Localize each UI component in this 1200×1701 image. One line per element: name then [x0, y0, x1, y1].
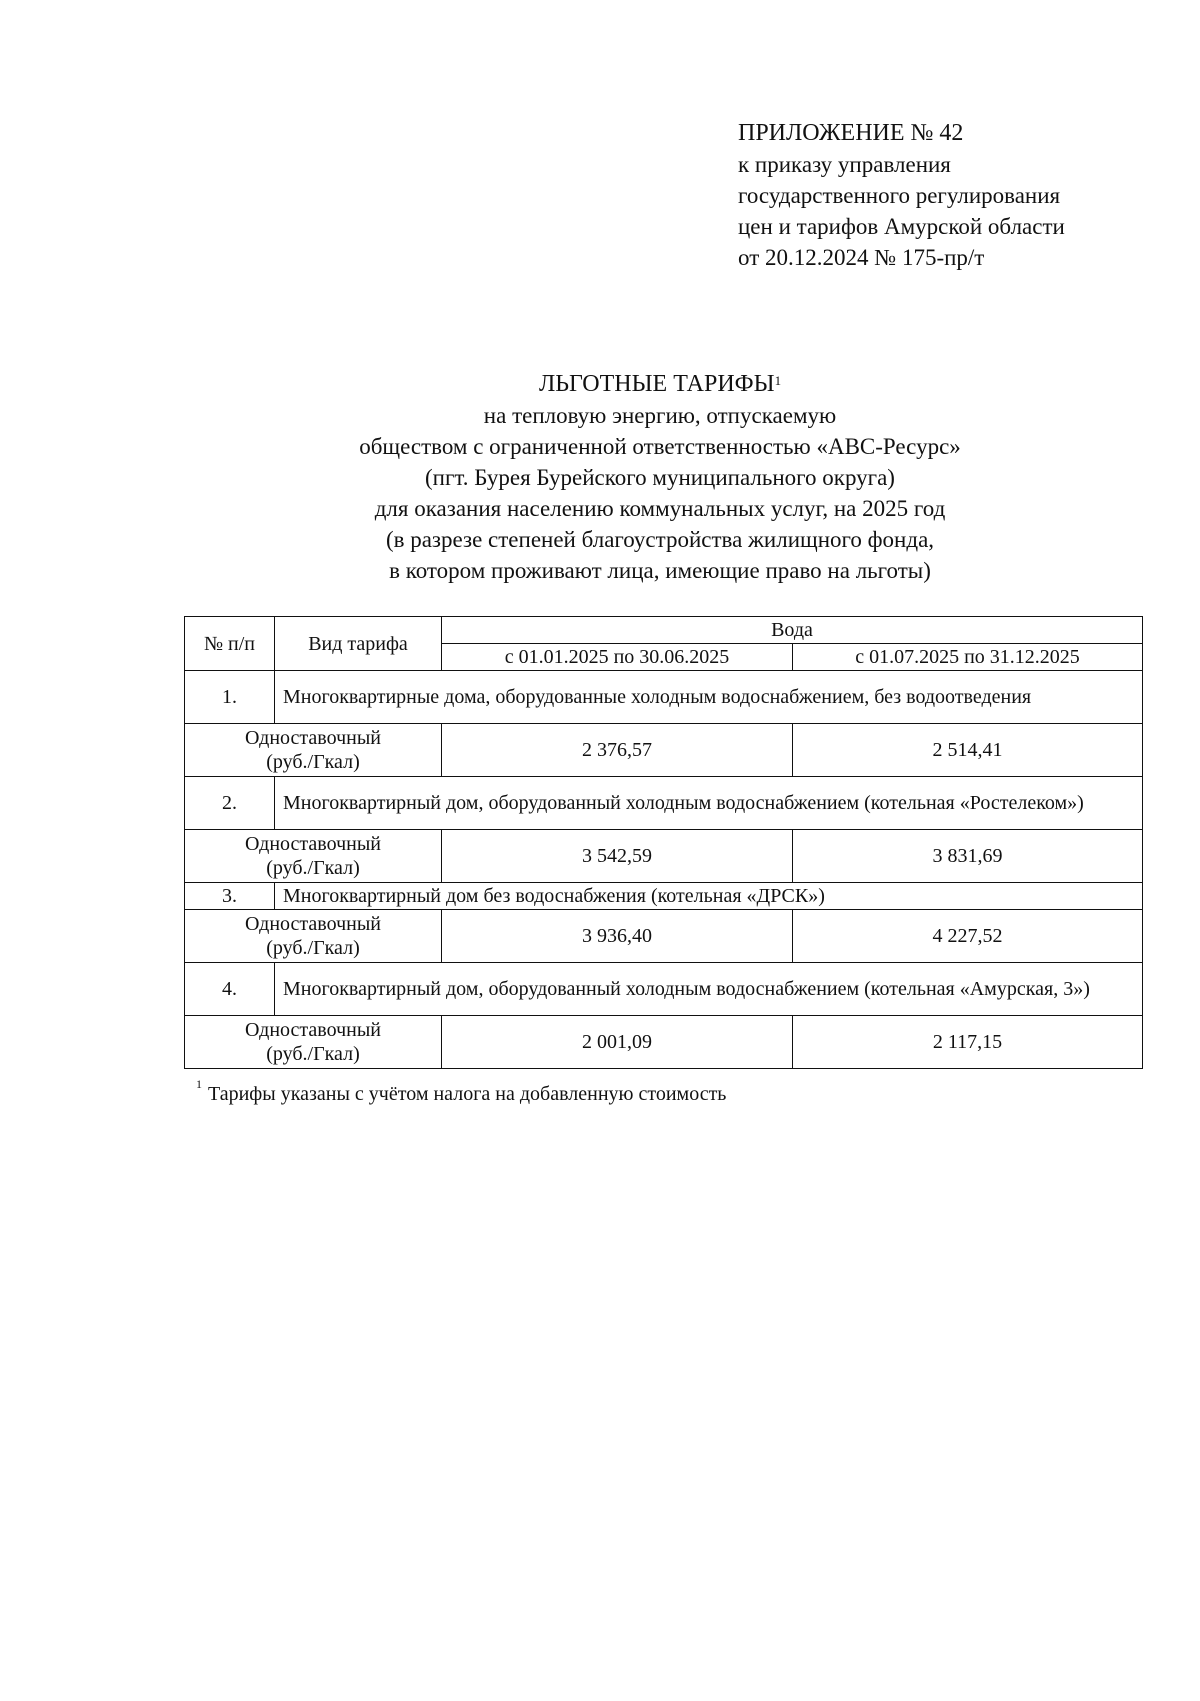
footnote-text: Тарифы указаны с учётом налога на добавленную стоимость: [208, 1083, 727, 1105]
section-title: Многоквартирный дом без водоснабжения (котельная «ДРСК»): [275, 883, 1143, 910]
appendix-line: цен и тарифов Амурской области: [738, 214, 1065, 239]
rate-label-line: Одноставочный: [245, 1019, 381, 1041]
rate-value: 4 227,52: [793, 910, 1143, 963]
document-heading: [160, 369, 1160, 586]
rate-label: [185, 830, 442, 883]
heading-line: обществом с ограниченной ответственностью «АВС-Ресурс»: [359, 434, 961, 459]
section-row: [185, 883, 1143, 910]
appendix-line: от 20.12.2024 № 175-пр/т: [738, 245, 985, 270]
header-group: Вода: [442, 617, 1143, 644]
section-row: [185, 777, 1143, 830]
rate-label-line: Одноставочный: [245, 727, 381, 749]
footnote: [196, 1077, 727, 1106]
heading-line: для оказания населению коммунальных услуг, на 2025 год: [374, 496, 946, 521]
rate-label-line: Одноставочный: [245, 833, 381, 855]
rate-value: 2 376,57: [442, 724, 793, 777]
appendix-header: [738, 118, 1065, 273]
rate-value: 3 936,40: [442, 910, 793, 963]
table-row: [185, 830, 1143, 883]
rate-label-unit: (руб./Гкал): [266, 857, 360, 879]
document-title-text: ЛЬГОТНЫЕ ТАРИФЫ: [538, 371, 775, 397]
rate-value: 3 831,69: [793, 830, 1143, 883]
table-row: [185, 910, 1143, 963]
section-row: [185, 963, 1143, 1016]
rate-label: [185, 1016, 442, 1069]
appendix-title: ПРИЛОЖЕНИЕ № 42: [738, 120, 964, 146]
rate-label-unit: (руб./Гкал): [266, 751, 360, 773]
tariff-table: [184, 616, 1143, 1069]
heading-line: в котором проживают лица, имеющие право на льготы): [389, 558, 931, 583]
section-number: 1.: [185, 671, 275, 724]
rate-value: 3 542,59: [442, 830, 793, 883]
section-title: Многоквартирные дома, оборудованные холодным водоснабжением, без водоотведения: [275, 671, 1143, 724]
section-number: 4.: [185, 963, 275, 1016]
rate-label-unit: (руб./Гкал): [266, 937, 360, 959]
appendix-line: государственного регулирования: [738, 183, 1061, 208]
rate-label-line: Одноставочный: [245, 913, 381, 935]
table-row: [185, 724, 1143, 777]
section-title: Многоквартирный дом, оборудованный холодным водоснабжением (котельная «Амурская, 3»): [275, 963, 1143, 1016]
appendix-line: к приказу управления: [738, 152, 951, 177]
rate-label-unit: (руб./Гкал): [266, 1043, 360, 1065]
heading-line: на тепловую энергию, отпускаемую: [483, 403, 837, 428]
rate-value: 2 001,09: [442, 1016, 793, 1069]
rate-value: 2 117,15: [793, 1016, 1143, 1069]
section-title: Многоквартирный дом, оборудованный холодным водоснабжением (котельная «Ростелеком»): [275, 777, 1143, 830]
rate-value: 2 514,41: [793, 724, 1143, 777]
header-type: Вид тарифа: [275, 617, 442, 671]
section-number: 2.: [185, 777, 275, 830]
table-row: [185, 1016, 1143, 1069]
footnote-reference: 1: [774, 373, 782, 388]
section-row: [185, 671, 1143, 724]
table-header-row: [185, 617, 1143, 644]
section-number: 3.: [185, 883, 275, 910]
document-title: [160, 369, 1160, 400]
header-period-1: с 01.01.2025 по 30.06.2025: [442, 644, 793, 671]
heading-line: (пгт. Бурея Бурейского муниципального округа): [425, 465, 895, 490]
rate-label: [185, 910, 442, 963]
footnote-mark: 1: [196, 1077, 202, 1091]
header-num: № п/п: [185, 617, 275, 671]
header-period-2: с 01.07.2025 по 31.12.2025: [793, 644, 1143, 671]
rate-label: [185, 724, 442, 777]
heading-line: (в разрезе степеней благоустройства жилищного фонда,: [385, 527, 935, 552]
